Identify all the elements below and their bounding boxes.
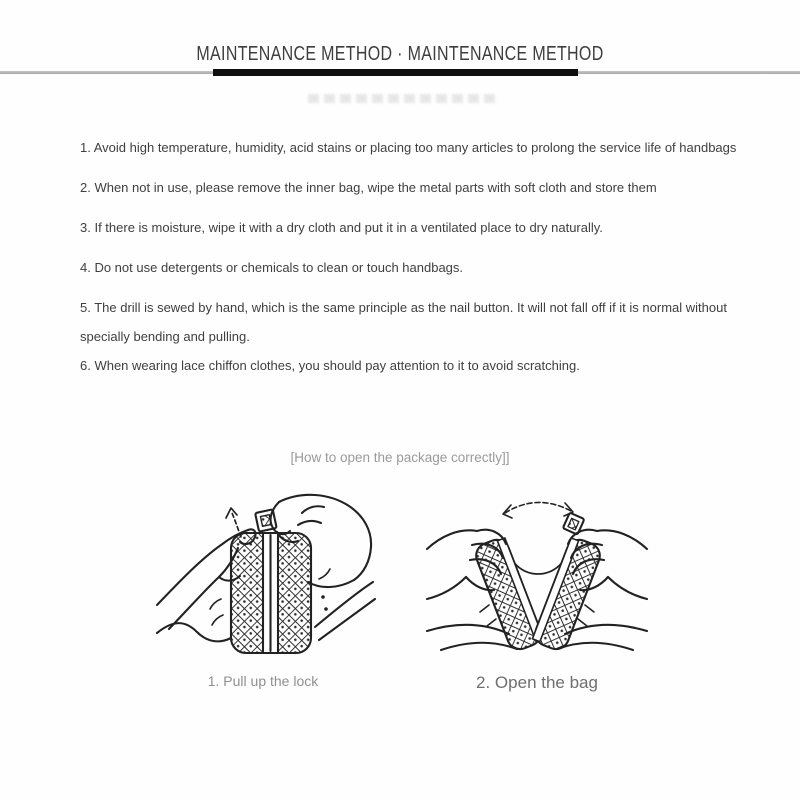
instruction-item-1: 1. Avoid high temperature, humidity, acid stains or placing too many articles to prolong the service life of handbags — [80, 140, 737, 155]
how-to-open-caption: [How to open the package correctly]] — [290, 450, 510, 465]
divider-line — [0, 71, 800, 74]
figure-open-bag — [423, 487, 651, 693]
instruction-item-5: 5. The drill is sewed by hand, which is the same principle as the nail button. It will not fall off if it is normal without specially bending and pulling. — [80, 300, 727, 344]
figure-caption-open-bag: 2. Open the bag — [476, 673, 598, 692]
open-bag-illustration — [423, 487, 651, 659]
instruction-item-2: 2. When not in use, please remove the inner bag, wipe the metal parts with soft cloth and store them — [80, 180, 657, 195]
ghost-watermark — [308, 94, 500, 103]
how-to-open-figures — [0, 487, 800, 693]
pull-up-lock-illustration — [149, 487, 377, 659]
instruction-item-3: 3. If there is moisture, wipe it with a dry cloth and put it in a ventilated place to dry naturally. — [80, 220, 603, 235]
figure-pull-up-lock — [149, 487, 377, 693]
page-title: MAINTENANCE METHOD · MAINTENANCE METHOD — [196, 43, 604, 66]
instruction-item-4: 4. Do not use detergents or chemicals to clean or touch handbags. — [80, 260, 464, 275]
figure-caption-pull-up-lock: 1. Pull up the lock — [207, 673, 319, 689]
divider-accent-bar — [213, 69, 578, 76]
instruction-item-6: 6. When wearing lace chiffon clothes, you should pay attention to it to avoid scratching. — [80, 358, 580, 373]
instructions-list — [80, 133, 772, 391]
